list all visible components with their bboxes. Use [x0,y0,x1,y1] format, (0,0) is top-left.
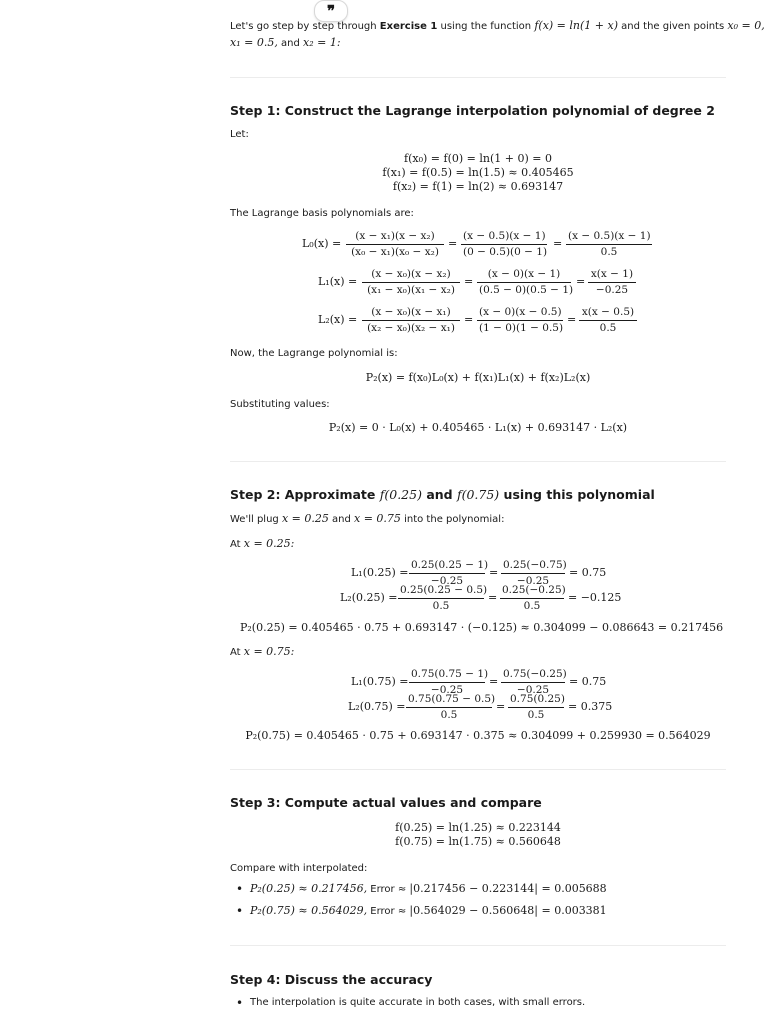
a-L2-frac-1 [398,584,488,613]
plug-text: into the polynomial: [400,514,505,525]
plug-text: We'll plug [230,514,282,525]
P-at-075: P₂(0.75) = 0.405465 · 0.75 + 0.693147 · 0.375 ≈ 0.304099 + 0.259930 = 0.564029 [245,729,711,742]
equals-sign: = [567,313,577,326]
equals-sign: = [488,591,498,604]
denominator: (x₂ − x₀)(x₂ − x₁) [367,322,455,334]
b-L2-lhs: L₂(0.75) = [348,700,406,713]
plug-x1: x = 0.25 [281,512,329,525]
fval-1: f(x₁) = f(0.5) = ln(1.5) ≈ 0.405465 [382,166,574,179]
denominator: −0.25 [595,284,629,296]
compare-err: |0.564029 − 0.560648| = 0.003381 [409,904,607,917]
numerator: x(x − 1) [588,268,636,283]
L0-frac-3 [566,230,652,259]
actual-0: f(0.25) = ln(1.25) ≈ 0.223144 [395,821,561,834]
step2-title-text: and [421,487,457,502]
b-L1-lhs: L₁(0.75) = [351,675,409,688]
accuracy-item-1: The interpolation is quite accurate in both cases, with small errors. [250,997,586,1008]
intro-x2: x₂ = 1: [303,36,341,49]
L0-lhs: L₀(x) = [302,237,342,250]
at-text: At [230,647,244,658]
numerator: (x − x₀)(x − x₂) [362,268,460,283]
compare-text: Error ≈ [367,884,410,895]
compare-item-1 [250,881,607,898]
subst-poly: P₂(x) = 0 · L₀(x) + 0.405465 · L₁(x) + 0.693147 · L₂(x) [328,421,628,434]
denominator: 0.5 [440,709,458,721]
fval-0: f(x₀) = f(0) = ln(1 + 0) = 0 [404,152,552,165]
step2-title-f2: f(0.75) [456,487,500,502]
at-x-075 [230,644,294,661]
intro-text: and [277,38,303,49]
numerator: 0.75(−0.25) [501,668,565,683]
denominator: (0 − 0.5)(0 − 1) [463,246,548,258]
numerator: 0.25(−0.75) [501,559,565,574]
denominator: 0.5 [432,600,450,612]
equals-sign: = [553,237,563,250]
numerator: (x − 0)(x − 1) [477,268,571,283]
compare-p: P₂(0.25) ≈ 0.217456, [250,882,368,895]
bullet-dot: • [236,996,244,1010]
denominator: 0.5 [527,709,545,721]
numerator: 0.75(0.75 − 1) [409,668,485,683]
intro-text: and the given points [618,21,728,32]
basis-label: The Lagrange basis polynomials are: [230,208,414,219]
poly-label: Now, the Lagrange polynomial is: [230,348,398,359]
denominator: 0.5 [523,600,541,612]
compare-err: |0.217456 − 0.223144| = 0.005688 [409,882,607,895]
denominator: (1 − 0)(1 − 0.5) [479,322,564,334]
plug-x2: x = 0.75 [354,512,401,525]
L2-frac-3 [579,306,637,335]
denominator: (x₁ − x₀)(x₁ − x₂) [367,284,455,296]
step4-title: Step 4: Discuss the accuracy [230,972,433,987]
L2-frac-2 [477,306,563,335]
divider [230,461,726,462]
denominator: 0.5 [600,246,618,258]
numerator: 0.25(0.25 − 0.5) [398,584,484,599]
denominator: −0.25 [516,684,550,696]
subst-label: Substituting values: [230,399,330,410]
equals-sign: = [448,237,458,250]
numerator: 0.75(0.75 − 0.5) [406,693,492,708]
a-L2-frac-2 [500,584,564,613]
b-L2-frac-2 [508,693,564,722]
plug-text: and [328,514,355,525]
numerator: (x − x₀)(x − x₁) [362,306,460,321]
L2-lhs: L₂(x) = [318,313,358,326]
quote-icon[interactable]: ❞ [314,0,348,22]
compare-text: Error ≈ [367,906,410,917]
equals-sign: = [576,275,586,288]
denominator: −0.25 [516,575,550,587]
equals-sign: = [496,700,506,713]
at-text: At [230,539,244,550]
numerator: 0.25(0.25 − 1) [409,559,485,574]
fval-2: f(x₂) = f(1) = ln(2) ≈ 0.693147 [392,180,564,193]
actual-1: f(0.75) = ln(1.75) ≈ 0.560648 [395,835,561,848]
a-L1-result: = 0.75 [569,566,607,579]
equals-sign: = [464,313,474,326]
step1-title: Step 1: Construct the Lagrange interpolation polynomial of degree 2 [230,103,715,118]
L1-frac-1 [362,268,460,297]
step2-title [230,487,655,502]
a-L2-result: = −0.125 [568,591,622,604]
numerator: (x − 0.5)(x − 1) [566,230,652,245]
L1-frac-2 [477,268,574,297]
compare-label: Compare with interpolated: [230,863,368,874]
numerator: (x − x₁)(x − x₂) [346,230,444,245]
P-at-025: P₂(0.25) = 0.405465 · 0.75 + 0.693147 · (−0.125) ≈ 0.304099 − 0.086643 = 0.217456 [240,621,724,634]
L2-frac-1 [362,306,460,335]
equals-sign: = [464,275,474,288]
step2-plug [230,511,504,528]
compare-p: P₂(0.75) ≈ 0.564029, [250,904,368,917]
divider [230,945,726,946]
step2-title-text: Step 2: Approximate [230,487,380,502]
L1-lhs: L₁(x) = [318,275,358,288]
equals-sign: = [489,566,499,579]
numerator: 0.75(0.25) [508,693,564,708]
step2-title-f1: f(0.25) [379,487,422,502]
denominator: −0.25 [430,575,464,587]
denominator: (0.5 − 0)(0.5 − 1) [479,284,574,296]
lagrange-poly: P₂(x) = f(x₀)L₀(x) + f(x₁)L₁(x) + f(x₂)L₂(x) [365,371,591,384]
equals-sign: = [489,675,499,688]
step2-title-text: using this polynomial [499,487,655,502]
step1-let: Let: [230,129,249,140]
numerator: 0.25(−0.25) [500,584,564,599]
divider [230,769,726,770]
at-x: x = 0.75: [243,645,295,658]
L0-frac-2 [461,230,547,259]
numerator: x(x − 0.5) [579,306,637,321]
denominator: −0.25 [430,684,464,696]
a-L2-lhs: L₂(0.25) = [340,591,398,604]
denominator: (x₀ − x₁)(x₀ − x₂) [351,246,439,258]
denominator: 0.5 [599,322,617,334]
b-L1-result: = 0.75 [569,675,607,688]
intro-text: Let's go step by step through [230,21,380,32]
bullet-dot: • [236,904,244,918]
L1-frac-3 [588,268,636,297]
intro-x0: x₀ = 0, [727,19,765,32]
numerator: (x − 0.5)(x − 1) [461,230,547,245]
b-L2-frac-1 [406,693,496,722]
intro-line-2 [230,35,341,52]
L0-frac-1 [346,230,444,259]
bullet-dot: • [236,882,244,896]
divider [230,77,726,78]
at-x: x = 0.25: [243,537,295,550]
numerator: (x − 0)(x − 0.5) [477,306,563,321]
step3-title: Step 3: Compute actual values and compare [230,795,542,810]
intro-x1: x₁ = 0.5, [230,36,278,49]
intro-func: f(x) = ln(1 + x) [534,19,618,32]
intro-line-1 [230,18,765,35]
b-L2-result: = 0.375 [568,700,613,713]
at-x-025 [230,536,294,553]
a-L1-lhs: L₁(0.25) = [351,566,409,579]
intro-exercise: Exercise 1 [379,21,438,32]
compare-item-2 [250,903,607,920]
intro-text: using the function [437,21,535,32]
